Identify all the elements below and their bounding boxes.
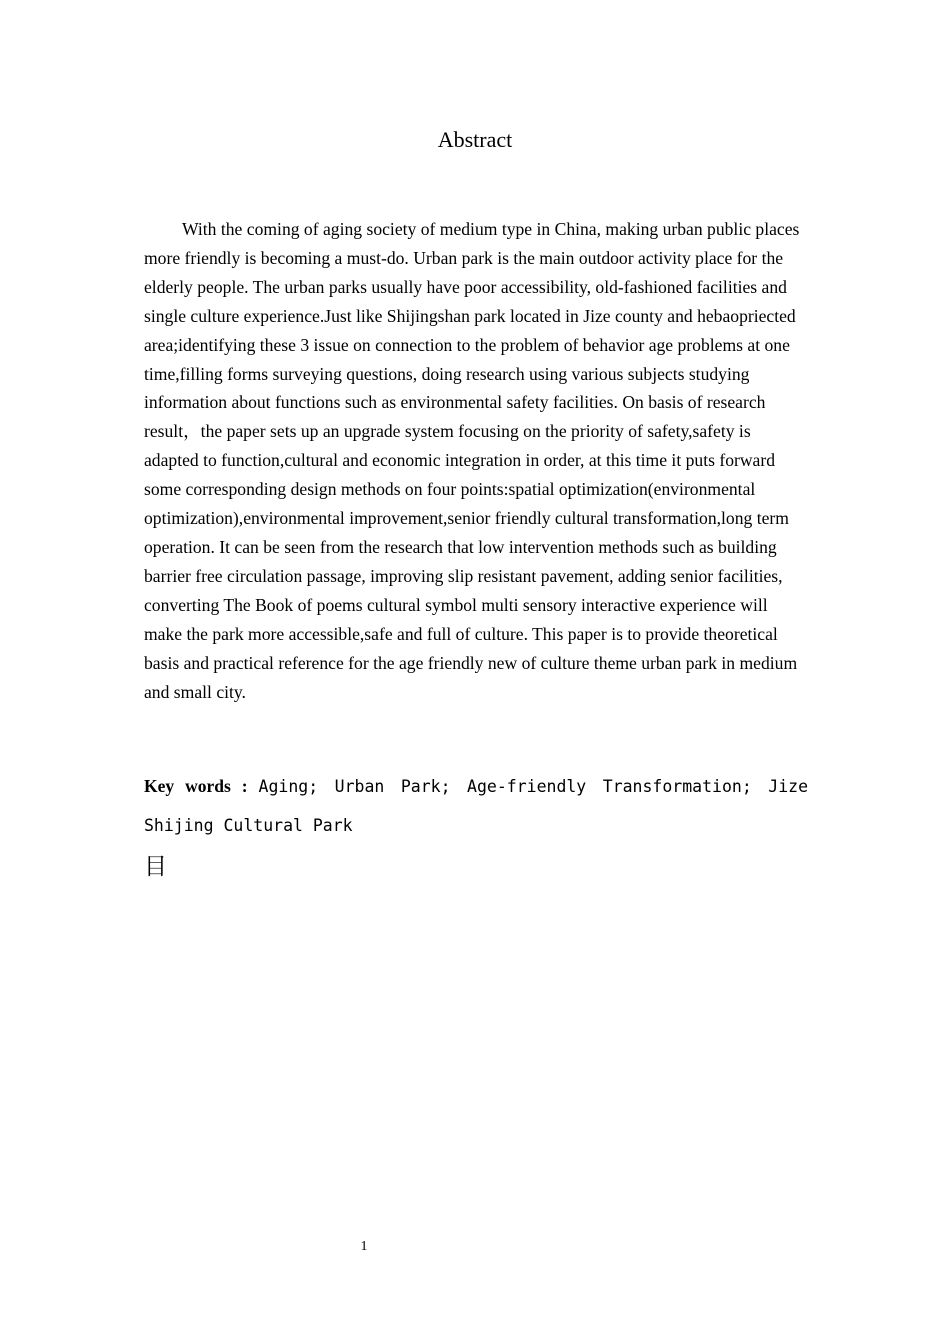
- page-number: 1: [360, 1239, 368, 1254]
- keywords-values: Aging; Urban Park; Age-friendly Transformation; Jize Shijing Cultural Park: [144, 777, 809, 835]
- abstract-paragraph: With the coming of aging society of medium type in China, making urban public places more friendly is becoming a must-do. Urban park is the main outdoor activity place for the elderly people. The urban parks usually have poor accessibility, old-fashioned facilities and single culture experience.Just like Shijingshan park located in Jize county and hebaopriected area;identifying these 3 issue on connection to the problem of behavior age problems at one time,filling forms surveying questions, doing research using various subjects studying information about functions such as environmental safety facilities. On basis of research result，the paper sets up an upgrade system focusing on the priority of safety,safety is adapted to function,cultural and economic integration in order, at this time it puts forward some corresponding design methods on four points:spatial optimization(environmental optimization),environmental improvement,senior friendly cultural transformation,long term operation. It can be seen from the research that low intervention methods such as building barrier free circulation passage, improving slip resistant pavement, adding senior facilities, converting The Book of poems cultural symbol multi sensory interactive experience will make the park more accessible,safe and full of culture. This paper is to provide theoretical basis and practical reference for the age friendly new of culture theme urban park in medium and small city.: [144, 219, 800, 702]
- table-of-contents-heading-fragment: 目: [144, 854, 167, 880]
- keywords-line: [144, 767, 808, 845]
- keywords-label: Key words :: [144, 776, 248, 796]
- abstract-title: Abstract: [437, 127, 513, 152]
